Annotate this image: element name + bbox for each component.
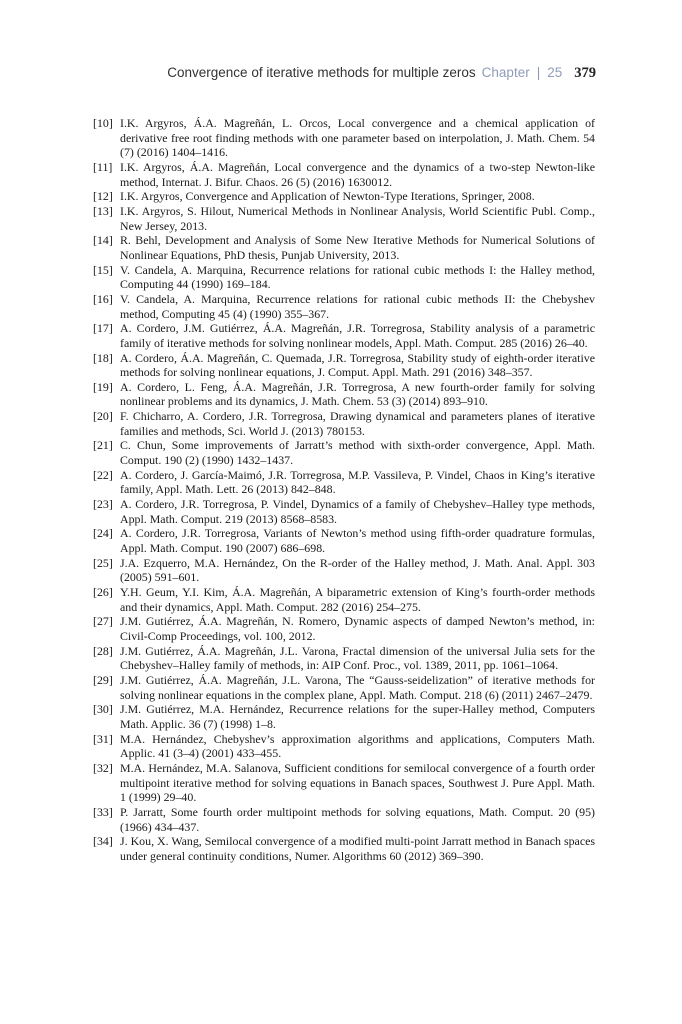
reference-text: J.M. Gutiérrez, Á.A. Magreñán, N. Romero, Dynamic aspects of damped Newton’s method, in: Civil-Comp Proceedings, vol. 100, 2012.	[120, 614, 595, 643]
reference-item	[93, 644, 595, 673]
reference-number: [12]	[93, 189, 113, 204]
reference-number: [25]	[93, 555, 113, 570]
reference-item	[93, 585, 595, 614]
reference-item	[93, 556, 595, 585]
chapter-label: Chapter	[481, 65, 530, 80]
reference-text: I.K. Argyros, Á.A. Magreñán, L. Orcos, Local convergence and a chemical application of derivative free root finding methods with one parameter based on interpolation, J. Math. Chem. 54 (7) (2016) 1404–1416.	[120, 116, 595, 160]
running-title: Convergence of iterative methods for multiple zeros	[167, 65, 476, 80]
reference-item	[93, 761, 595, 805]
reference-number: [30]	[93, 702, 113, 717]
reference-text: J. Kou, X. Wang, Semilocal convergence of a modified multi-point Jarratt method in Banach spaces under general continuity conditions, Numer. Algorithms 60 (2012) 369–390.	[120, 834, 595, 863]
reference-text: I.K. Argyros, Á.A. Magreñán, Local convergence and the dynamics of a two-step Newton-like method, Internat. J. Bifur. Chaos. 26 (5) (2016) 1630012.	[120, 159, 595, 189]
reference-text: A. Cordero, J.M. Gutiérrez, Á.A. Magreñán, J.R. Torregrosa, Stability analysis of a parametric family of iterative methods for solving nonlinear models, Appl. Math. Comput. 285 (2016) 26–40.	[120, 321, 595, 350]
reference-number: [15]	[93, 262, 113, 277]
reference-text: I.K. Argyros, Convergence and Application of Newton-Type Iterations, Springer, 2008.	[120, 189, 535, 204]
reference-item	[93, 292, 595, 321]
reference-item	[93, 673, 595, 702]
reference-number: [10]	[93, 116, 113, 130]
reference-item	[93, 497, 595, 526]
reference-item	[93, 233, 595, 262]
reference-number: [32]	[93, 760, 113, 775]
reference-item	[93, 204, 595, 233]
reference-item	[93, 805, 595, 834]
reference-list	[93, 116, 595, 863]
reference-text: J.M. Gutiérrez, Á.A. Magreñán, J.L. Varona, Fractal dimension of the universal Julia sets for the Chebyshev–Halley family of methods, in: AIP Conf. Proc., vol. 1389, 2011, pp. 1061–1064.	[120, 643, 595, 673]
reference-text: I.K. Argyros, S. Hilout, Numerical Methods in Nonlinear Analysis, World Scientific Publ. Comp., New Jersey, 2013.	[120, 203, 595, 233]
reference-item	[93, 321, 595, 350]
header-separator: |	[536, 65, 541, 80]
running-header	[0, 65, 596, 82]
reference-text: J.A. Ezquerro, M.A. Hernández, On the R-order of the Halley method, J. Math. Anal. Appl. 303 (2005) 591–601.	[120, 555, 595, 585]
reference-number: [13]	[93, 203, 113, 218]
reference-text: A. Cordero, J.R. Torregrosa, P. Vindel, Dynamics of a family of Chebyshev–Halley type methods, Appl. Math. Comput. 219 (2013) 8568–8583.	[120, 497, 595, 526]
reference-number: [23]	[93, 497, 113, 512]
reference-text: Y.H. Geum, Y.I. Kim, Á.A. Magreñán, A biparametric extension of King’s fourth-order methods and their dynamics, Appl. Math. Comput. 282 (2016) 254–275.	[120, 585, 595, 614]
reference-number: [34]	[93, 834, 113, 849]
reference-number: [19]	[93, 379, 113, 394]
reference-number: [18]	[93, 350, 113, 365]
reference-item	[93, 834, 595, 863]
reference-item	[93, 526, 595, 555]
reference-number: [20]	[93, 409, 113, 424]
reference-item	[93, 468, 595, 497]
reference-item	[93, 160, 595, 189]
reference-text: F. Chicharro, A. Cordero, J.R. Torregrosa, Drawing dynamical and parameters planes of iterative families and methods, Sci. World J. (2013) 780153.	[120, 409, 595, 438]
reference-number: [24]	[93, 526, 113, 541]
reference-text: R. Behl, Development and Analysis of Some New Iterative Methods for Numerical Solutions of Nonlinear Equations, PhD thesis, Punjab University, 2013.	[120, 233, 595, 262]
reference-item	[93, 702, 595, 731]
reference-text: J.M. Gutiérrez, M.A. Hernández, Recurrence relations for the super-Halley method, Computers Math. Applic. 36 (7) (1998) 1–8.	[120, 702, 595, 731]
reference-item	[93, 614, 595, 643]
reference-number: [14]	[93, 233, 113, 248]
reference-item	[93, 263, 595, 292]
reference-number: [16]	[93, 291, 113, 306]
reference-text: C. Chun, Some improvements of Jarratt’s method with sixth-order convergence, Appl. Math. Comput. 190 (2) (1990) 1432–1437.	[120, 438, 595, 468]
reference-item	[93, 409, 595, 438]
reference-text: J.M. Gutiérrez, Á.A. Magreñán, J.L. Varona, The “Gauss-seidelization” of iterative methods for solving nonlinear equations in the complex plane, Appl. Math. Comput. 218 (6) (2011) 2467–2479.	[120, 672, 595, 702]
reference-number: [29]	[93, 672, 113, 687]
reference-number: [21]	[93, 438, 113, 453]
reference-number: [11]	[93, 159, 113, 174]
reference-item	[93, 380, 595, 409]
reference-text: A. Cordero, J.R. Torregrosa, Variants of Newton’s method using fifth-order quadrature formulas, Appl. Math. Comput. 190 (2007) 686–698.	[120, 526, 595, 556]
reference-item	[93, 116, 595, 160]
reference-number: [27]	[93, 614, 113, 629]
reference-number: [26]	[93, 585, 113, 599]
chapter-number: 25	[547, 65, 563, 80]
reference-text: A. Cordero, Á.A. Magreñán, C. Quemada, J.R. Torregrosa, Stability study of eighth-order iterative methods for solving nonlinear equations, J. Comput. Appl. Math. 291 (2016) 348–357.	[120, 350, 595, 380]
reference-text: V. Candela, A. Marquina, Recurrence relations for rational cubic methods II: the Chebyshev method, Computing 45 (4) (1990) 355–367.	[120, 291, 595, 321]
reference-number: [31]	[93, 731, 113, 746]
reference-text: A. Cordero, L. Feng, Á.A. Magreñán, J.R. Torregrosa, A new fourth-order family for solving nonlinear problems and its dynamics, J. Math. Chem. 53 (3) (2014) 893–910.	[120, 379, 595, 409]
reference-number: [22]	[93, 467, 113, 482]
reference-text: A. Cordero, J. García-Maimó, J.R. Torregrosa, M.P. Vassileva, P. Vindel, Chaos in King’s iterative family, Appl. Math. Lett. 26 (2013) 842–848.	[120, 467, 595, 497]
page-number: 379	[574, 65, 596, 81]
reference-text: P. Jarratt, Some fourth order multipoint methods for solving equations, Math. Comput. 20 (95) (1966) 434–437.	[120, 804, 595, 834]
reference-number: [33]	[93, 804, 113, 819]
reference-text: V. Candela, A. Marquina, Recurrence relations for rational cubic methods I: the Halley method, Computing 44 (1990) 169–184.	[120, 262, 595, 292]
reference-text: M.A. Hernández, M.A. Salanova, Sufficient conditions for semilocal convergence of a fourth order multipoint iterative method for solving equations in Banach spaces, Southwest J. Pure Appl. Math. 1 (1999) 29–40.	[120, 760, 595, 805]
reference-item	[93, 351, 595, 380]
reference-item	[93, 732, 595, 761]
reference-number: [17]	[93, 321, 113, 336]
reference-number: [28]	[93, 643, 113, 658]
reference-item	[93, 189, 595, 204]
reference-item	[93, 438, 595, 467]
reference-text: M.A. Hernández, Chebyshev’s approximation algorithms and applications, Computers Math. Applic. 41 (3–4) (2001) 433–455.	[120, 731, 595, 761]
